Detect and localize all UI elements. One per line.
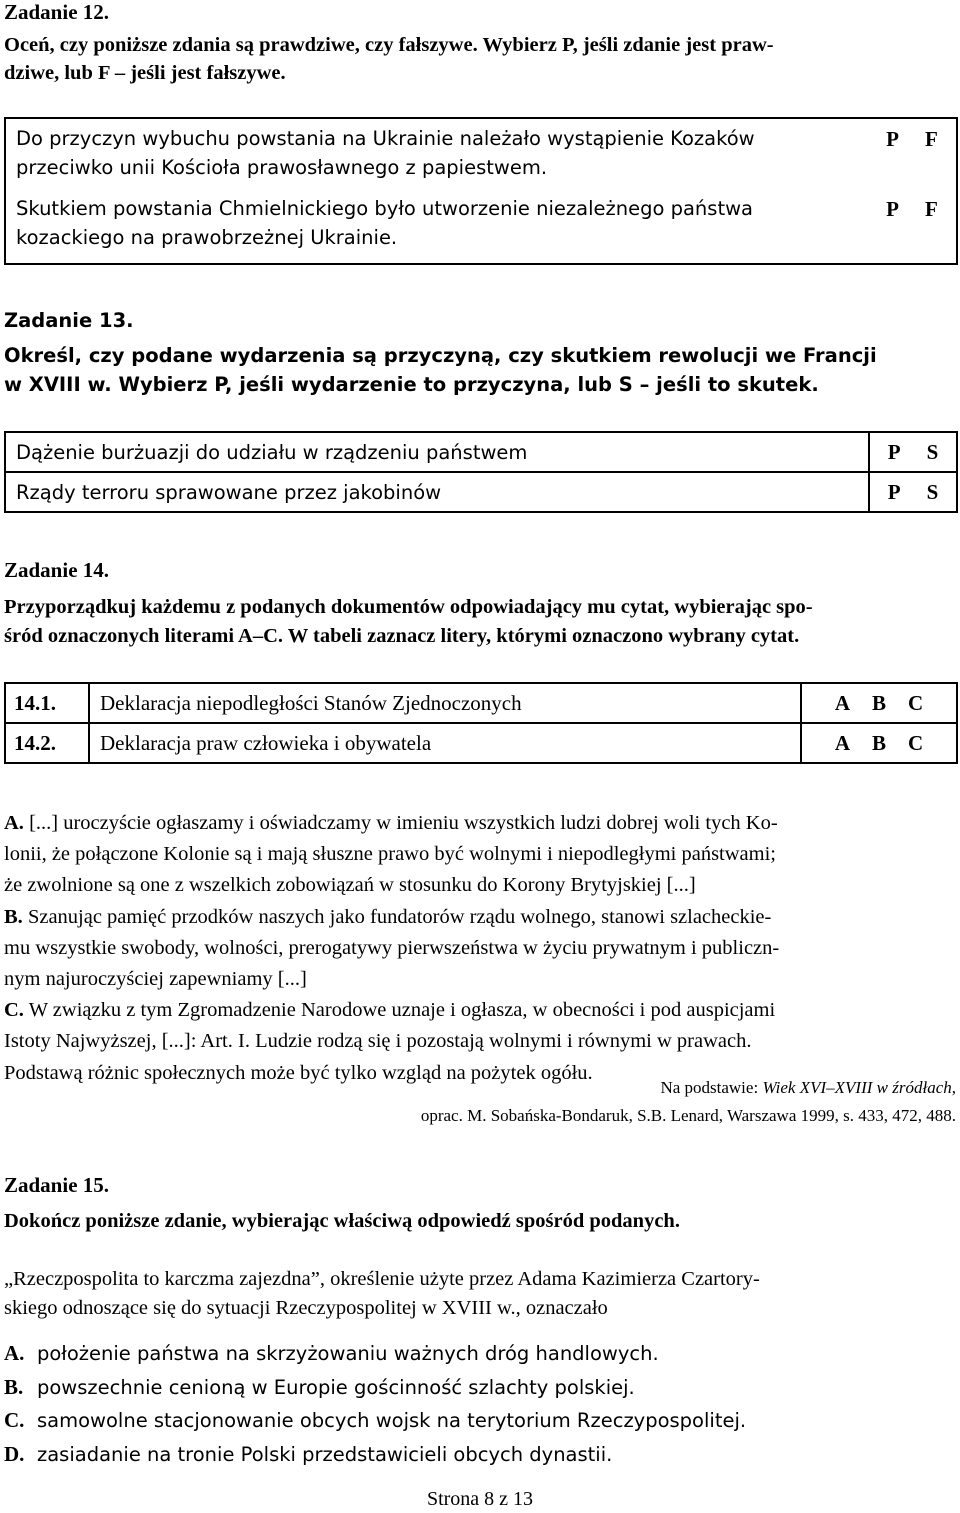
task-15-question-line2: skiego odnoszące się do sytuacji Rzeczypospolitej w XVIII w., oznaczało (4, 1297, 608, 1319)
quote-letter: C. (4, 999, 24, 1022)
task-15-title: Zadanie 15. (4, 1173, 110, 1197)
option-c[interactable]: C (908, 690, 924, 715)
quote-line: Podstawą różnic społecznych może być tylko wzgląd na pożytek ogółu. (4, 1061, 593, 1084)
true-option[interactable]: P (886, 197, 899, 221)
cause-option[interactable]: P (887, 479, 901, 504)
task-15-instruction: Dokończ poniższe zdanie, wybierając właściwą odpowiedź spośród podanych. (4, 1210, 680, 1232)
answer-cell (801, 683, 957, 723)
table-row (5, 118, 957, 194)
task-14-instruction-line2: śród oznaczonych literami A–C. W tabeli zaznacz litery, którymi oznaczono wybrany cytat. (4, 625, 800, 647)
doc-number: 14.2. (5, 723, 89, 763)
statement-1-line2: przeciwko unii Kościoła prawosławnego z papiestwem. (16, 156, 548, 179)
answer-cell (868, 194, 957, 264)
task-12-title: Zadanie 12. (4, 0, 110, 24)
option-letter: C. (4, 1408, 25, 1432)
task-14-table (4, 682, 958, 764)
option-letter: D. (4, 1441, 25, 1466)
answer-options (4, 1338, 958, 1472)
source-line2: oprac. M. Sobańska-Bondaruk, S.B. Lenard, Warszawa 1999, s. 433, 472, 488. (420, 1106, 956, 1125)
option-c[interactable] (4, 1405, 958, 1439)
answer-cell (801, 723, 957, 763)
statement-cell (5, 118, 868, 194)
source-prefix: Na podstawie: (660, 1078, 763, 1097)
option-b[interactable]: B (871, 730, 886, 755)
quote-line: Szanując pamięć przodków naszych jako fundatorów rządu wolnego, stanowi szlacheckie- (27, 905, 772, 928)
table-row (5, 472, 957, 512)
option-text: zasiadanie na tronie Polski przedstawicieli obcych dynastii. (37, 1442, 613, 1466)
answer-cell (869, 472, 957, 512)
task-13-instruction-line1: Określ, czy podane wydarzenia są przyczyną, czy skutkiem rewolucji we Francji (4, 344, 877, 367)
option-a[interactable]: A (834, 690, 850, 715)
statement-2-line2: kozackiego na prawobrzeżnej Ukrainie. (16, 226, 398, 249)
false-option[interactable]: F (925, 197, 938, 221)
quote-line: W związku z tym Zgromadzenie Narodowe uznaje i ogłasza, w obecności i pod auspicjami (28, 999, 776, 1022)
option-d[interactable] (4, 1439, 958, 1473)
option-b[interactable] (4, 1372, 958, 1406)
effect-option[interactable]: S (926, 439, 939, 464)
quote-letter: A. (4, 812, 24, 834)
answer-cell (869, 432, 957, 472)
false-option[interactable]: F (925, 127, 938, 151)
option-text: powszechnie cenioną w Europie gościnność szlachty polskiej. (37, 1375, 635, 1399)
option-c[interactable]: C (908, 730, 924, 755)
task-12-instruction-line2: dziwe, lub F – jeśli jest fałszywe. (4, 62, 286, 84)
task-13-title: Zadanie 13. (4, 309, 134, 332)
doc-number: 14.1. (5, 683, 89, 723)
table-row (5, 432, 957, 472)
quotes-block (4, 808, 958, 1089)
event-cell: Rządy terroru sprawowane przez jakobinów (5, 472, 869, 512)
true-option[interactable]: P (886, 127, 899, 151)
table-row (5, 723, 957, 763)
quote-line: lonii, że połączone Kolonie są i mają słuszne prawo być wolnymi i niepodległymi państwami; (4, 843, 776, 866)
option-a[interactable]: A (834, 730, 850, 755)
statement-2-line1: Skutkiem powstania Chmielnickiego było utworzenie niezależnego państwa (16, 197, 753, 220)
effect-option[interactable]: S (926, 479, 939, 504)
page-number: Strona 8 z 13 (426, 1488, 534, 1510)
task-12-instruction-line1: Oceń, czy poniższe zdania są prawdziwe, czy fałszywe. Wybierz P, jeśli zdanie jest praw- (4, 34, 774, 56)
event-cell: Dążenie burżuazji do udziału w rządzeniu państwem (5, 432, 869, 472)
option-a[interactable] (4, 1338, 958, 1372)
source-line1 (660, 1078, 956, 1098)
answer-cell (868, 118, 957, 194)
source-title: Wiek XVI–XVIII w źródłach (762, 1078, 952, 1097)
doc-name: Deklaracja praw człowieka i obywatela (89, 723, 801, 763)
task-13-table (4, 431, 958, 513)
quote-line: nym najuroczyściej zapewniamy [...] (4, 968, 307, 991)
table-row (5, 683, 957, 723)
task-12-table (4, 117, 958, 265)
quote-a (4, 808, 958, 839)
quote-letter: B. (4, 905, 23, 928)
task-14-title: Zadanie 14. (4, 558, 110, 582)
source-comma: , (951, 1078, 956, 1097)
option-text: samowolne stacjonowanie obcych wojsk na terytorium Rzeczypospolitej. (37, 1409, 747, 1432)
statement-cell (5, 194, 868, 264)
task-14-instruction-line1: Przyporządkuj każdemu z podanych dokumentów odpowiadający mu cytat, wybierając spo- (4, 596, 813, 618)
table-row (5, 194, 957, 264)
quote-c (4, 995, 958, 1026)
task-13-instruction-line2: w XVIII w. Wybierz P, jeśli wydarzenie to przyczyna, lub S – jeśli to skutek. (4, 373, 819, 396)
statement-1-line1: Do przyczyn wybuchu powstania na Ukrainie należało wystąpienie Kozaków (16, 127, 755, 150)
option-letter: B. (4, 1374, 24, 1399)
quote-b (4, 902, 958, 933)
cause-option[interactable]: P (887, 439, 901, 464)
quote-line: [...] uroczyście ogłaszamy i oświadczamy w imieniu wszystkich ludzi dobrej woli tych Ko- (29, 812, 778, 834)
task-15-question-line1: „Rzeczpospolita to karczma zajezdna”, określenie użyte przez Adama Kazimierza Czartory- (4, 1268, 760, 1290)
quote-line: Istoty Najwyższej, [...]: Art. I. Ludzie rodzą się i pozostają wolnymi i równymi w prawach. (4, 1030, 752, 1053)
option-b[interactable]: B (871, 690, 886, 715)
quote-line: mu wszystkie swobody, wolności, prerogatywy pierwszeństwa w życiu prywatnym i publiczn- (4, 936, 780, 959)
option-letter: A. (4, 1341, 25, 1365)
option-text: położenie państwa na skrzyżowaniu ważnych dróg handlowych. (37, 1342, 659, 1365)
doc-name: Deklaracja niepodległości Stanów Zjednoczonych (89, 683, 801, 723)
quote-line: że zwolnione są one z wszelkich zobowiązań w stosunku do Korony Brytyjskiej [...] (4, 874, 696, 897)
